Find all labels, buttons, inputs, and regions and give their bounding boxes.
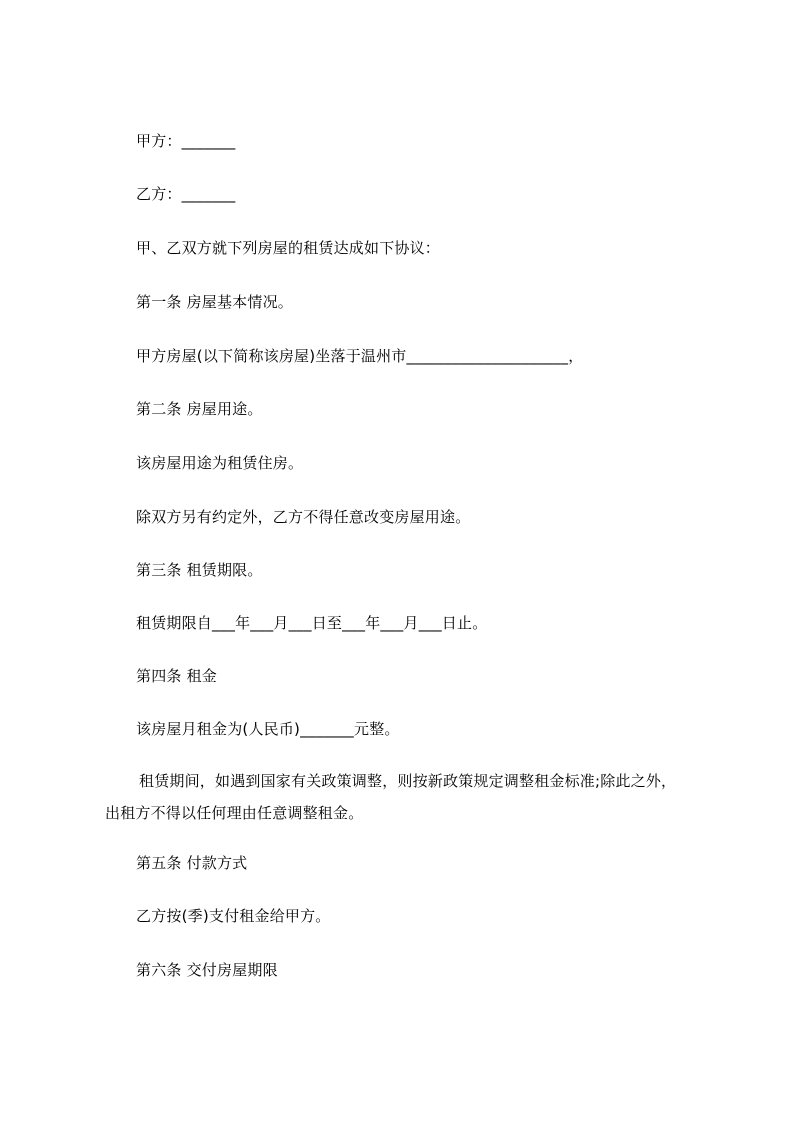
article-2-heading: 第二条 房屋用途。 — [136, 400, 263, 418]
rent-adjustment-line-2: 出租方不得以任何理由任意调整租金。 — [105, 804, 364, 822]
party-b-line: 乙方：_______ — [136, 185, 236, 203]
article-4-heading: 第四条 租金 — [136, 667, 217, 685]
lease-term-line: 租赁期限自___年___月___日至___年___月___日止。 — [136, 614, 488, 632]
party-a-line: 甲方：_______ — [136, 132, 236, 150]
article-5-heading: 第五条 付款方式 — [136, 854, 248, 872]
article-3-heading: 第三条 租赁期限。 — [136, 561, 263, 579]
rent-adjustment-paragraph — [105, 765, 705, 829]
house-location-line: 甲方房屋(以下简称该房屋)坐落于温州市_____________________， — [136, 347, 584, 365]
rent-adjustment-line-1: 租赁期间，如遇到国家有关政策调整，则按新政策规定调整租金标准;除此之外， — [139, 772, 677, 790]
agreement-intro: 甲、乙双方就下列房屋的租赁达成如下协议： — [136, 239, 441, 257]
usage-restriction-line: 除双方另有约定外，乙方不得任意改变房屋用途。 — [136, 508, 471, 526]
article-6-heading: 第六条 交付房屋期限 — [136, 961, 278, 979]
monthly-rent-line: 该房屋月租金为(人民币)_______元整。 — [136, 720, 400, 738]
payment-method-line: 乙方按(季)支付租金给甲方。 — [136, 907, 331, 925]
house-usage-line: 该房屋用途为租赁住房。 — [136, 454, 304, 472]
article-1-heading: 第一条 房屋基本情况。 — [136, 293, 293, 311]
